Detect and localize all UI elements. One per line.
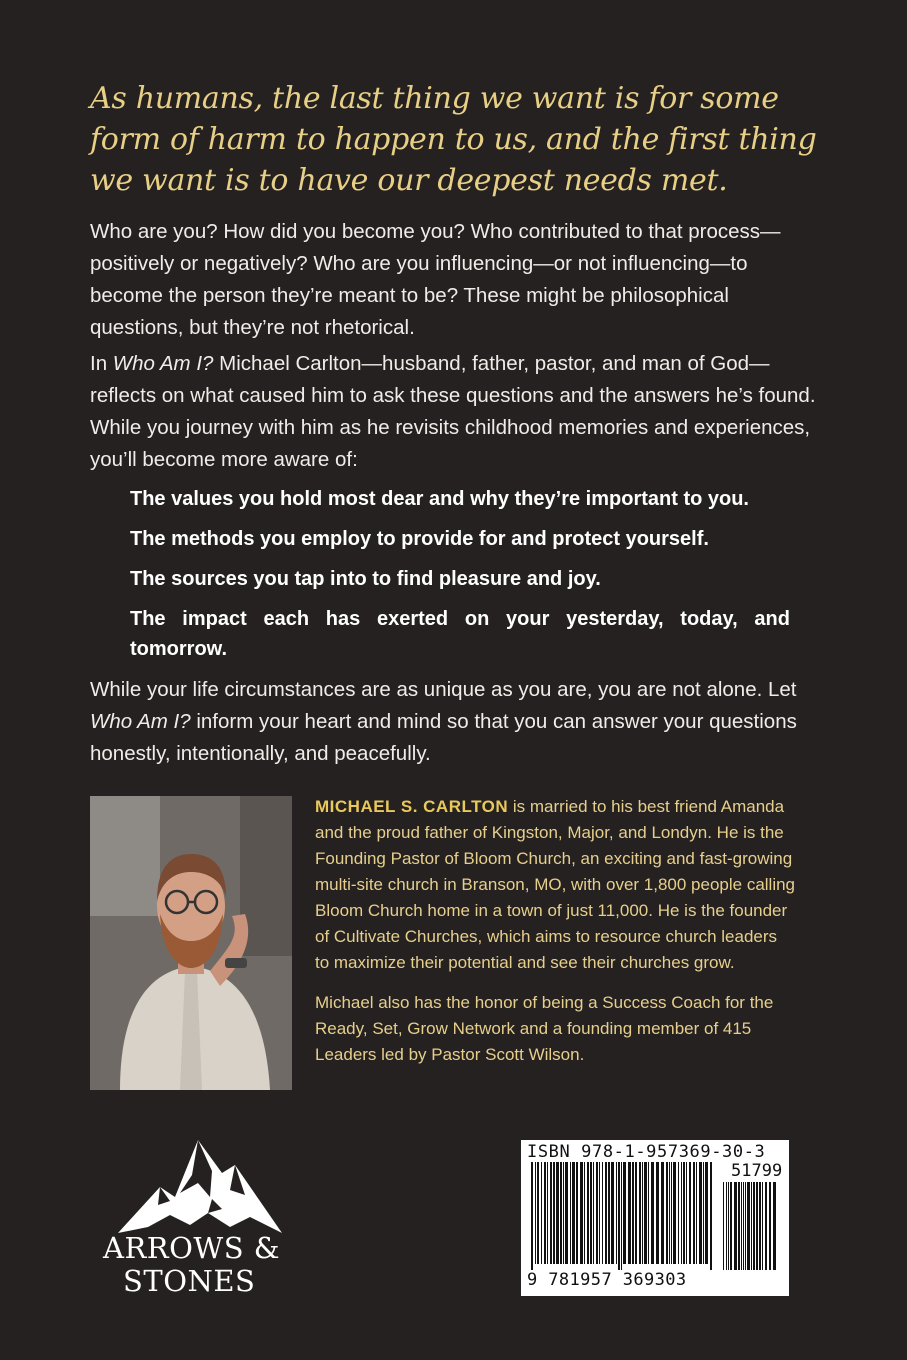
- closing-paragraph: [90, 674, 820, 770]
- book-title: Who Am I?: [112, 352, 214, 375]
- author-portrait-icon: [90, 796, 292, 1090]
- author-name: MICHAEL S. CARLTON: [315, 797, 509, 816]
- author-bio: [315, 794, 795, 1082]
- author-photo: [90, 796, 292, 1090]
- intro-paragraph: Who are you? How did you become you? Who contributed to that process—positively or negatively? Who are you influencing—or not influencing—to become the person they’re meant to be? These might be philosophical questions, but they’re not rhetorical.: [90, 220, 781, 339]
- bio-paragraph: [315, 794, 795, 976]
- isbn-number: ISBN 978-1-957369-30-3: [527, 1142, 766, 1162]
- description-rest: Michael Carlton—husband, father, pastor, and man of God—reflects on what caused him to ask these questions and the answers he’s found. While you journey with him as he revisits childhood memories and experiences, you’ll become more aware of:: [90, 352, 816, 471]
- closing-lead: While your life circumstances are as unique as you are, you are not alone. Let: [90, 678, 797, 701]
- ean-number: 9 781957 369303: [527, 1270, 687, 1290]
- description-lead: In: [90, 352, 113, 375]
- list-item: The methods you employ to provide for and protect yourself.: [130, 528, 709, 550]
- description-paragraph: [90, 348, 820, 476]
- awareness-list: [130, 484, 790, 674]
- isbn-barcode: [521, 1140, 789, 1296]
- publisher-name-line2: STONES: [123, 1264, 256, 1298]
- list-item: The impact each has exerted on your yesterday, today, and tomorrow.: [130, 608, 790, 660]
- closing-rest: inform your heart and mind so that you can answer your questions honestly, intentionally, and peacefully.: [90, 710, 797, 765]
- bio-paragraph: Michael also has the honor of being a Success Coach for the Ready, Set, Grow Network and a founding member of 415 Leaders led by Pastor Scott Wilson.: [315, 993, 774, 1064]
- list-item: The sources you tap into to find pleasure and joy.: [130, 568, 601, 590]
- price-code: 51799: [731, 1161, 783, 1181]
- barcode-bars: [531, 1162, 781, 1272]
- pull-quote: As humans, the last thing we want is for some form of harm to happen to us, and the first thing we want is to have our deepest needs met.: [90, 81, 817, 198]
- book-title: Who Am I?: [90, 710, 191, 733]
- publisher-name-line1: ARROWS &: [103, 1231, 281, 1265]
- list-item: The values you hold most dear and why they’re important to you.: [130, 488, 749, 510]
- bio-text: is married to his best friend Amanda and the proud father of Kingston, Major, and Londyn. He is the Founding Pastor of Bloom Church, an exciting and fast-growing multi-site church in Branson, MO, with over 1,800 people calling Bloom Church home in a town of just 11,000. He is the founder of Cultivate Churches, which aims to resource church leaders to maximize their potential and see their churches grow.: [315, 797, 796, 972]
